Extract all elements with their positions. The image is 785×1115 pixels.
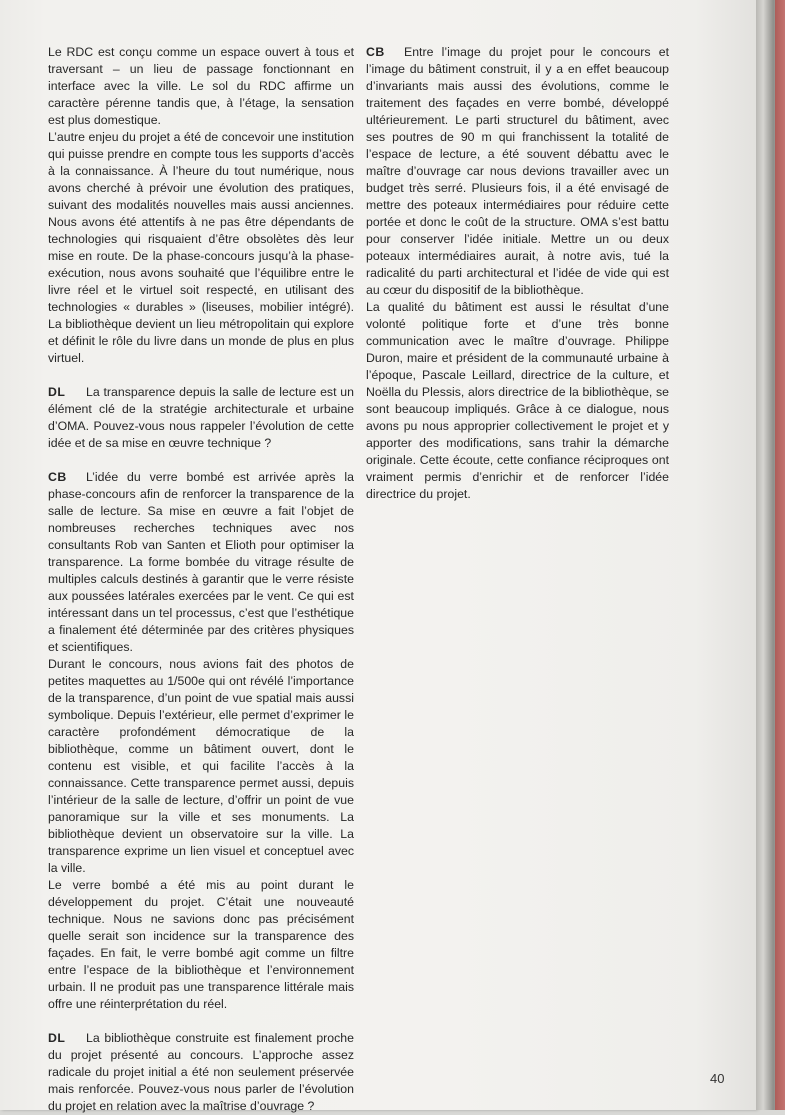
edge-stripe <box>775 0 785 1110</box>
answer-paragraph-qualite: La qualité du bâtiment est aussi le résultat d’une volonté politique forte et d’une très bonne communication avec le maître d’ouvrage. Philippe Duron, maire et président de la communauté urbaine à l’époque, Pascale Leillard, directrice de la culture, et Noëlla du Plessis, alors directrice de la bibliothèque, se sont beaucoup impliqués. Grâce à ce dialogue, nous avons pu nous approprier collectivement le projet et y apporter des modifications, sans trahir la démarche originale. Cette écoute, cette confiance réciproques ont vraiment permis d’enrichir et de renforcer l’idée directrice du projet. <box>366 300 669 501</box>
question-transparence <box>48 384 354 452</box>
answer-verre-bombe <box>48 469 354 656</box>
question-evolution <box>48 1030 354 1115</box>
answer-paragraph-concours: Durant le concours, nous avions fait des photos de petites maquettes au 1/500e qui ont révélé l’importance de la transparence, d’un point de vue spatial mais aussi symbolique. Depuis l’extérieur, elle permet d’exprimer le caractère profondément démocratique de la bibliothèque, comme un bâtiment ouvert, dont le contenu est visible, et qui facilite l’accès à la connaissance. Cette transparence permet aussi, depuis l’intérieur de la salle de lecture, d’offrir un point de vue panoramique sur la ville et ses monuments. La bibliothèque devient un observatoire sur la ville. La transparence exprime un lien visuel et conceptuel avec la ville. <box>48 657 354 875</box>
speaker-label: DL <box>48 385 66 399</box>
speaker-label: CB <box>366 45 385 59</box>
answer-paragraph-developpement: Le verre bombé a été mis au point durant le développement du projet. C’était une nouveauté technique. Nous ne savions donc pas précisément quelle serait son incidence sur la transparence des façades. En fait, le verre bombé agit comme un filtre entre l’espace de la bibliothèque et l’environnement urbain. Il ne produit pas une transparence littérale mais offre une réinterprétation du réel. <box>48 878 354 1011</box>
speaker-label: DL <box>48 1031 66 1045</box>
question-text: La transparence depuis la salle de lecture est un élément clé de la stratégie architecturale et urbaine d’OMA. Pouvez-vous nous rappeler l’évolution de cette idée et de sa mise en œuvre technique ? <box>48 385 354 450</box>
answer-text: L’idée du verre bombé est arrivée après la phase-concours afin de renforcer la transparence de la salle de lecture. Sa mise en œuvre a fait l’objet de nombreuses recherches techniques avec nos consultants Rob van Santen et Elioth pour optimiser la transparence. La forme bombée du vitrage résulte de multiples calculs destinés à garantir que le verre résiste aux poussées latérales exercées par le vent. Ce qui est intéressant dans un tel processus, c’est que l’esthétique a finalement été déterminée par des critères physiques et scientifiques. <box>48 470 354 654</box>
answer-structure <box>366 44 669 299</box>
answer-text: Entre l’image du projet pour le concours et l’image du bâtiment construit, il y a en effet beaucoup d’invariants mais aussi des évolutions, comme le traitement des façades en verre bombé, développé ultérieurement. Le parti structurel du bâtiment, avec ses poutres de 90 m qui franchissent la totalité de l’espace de lecture, a été souvent débattu avec le maître d’ouvrage car nous devions travailler avec un budget très serré. Plusieurs fois, il a été envisagé de mettre des poteaux intermédiaires pour réduire cette portée et donc le coût de la structure. OMA s’est battu pour conserver l’idée initiale. Mettre un ou deux poteaux intermédiaires aurait, à notre avis, tué la radicalité du parti architectural et l’idée de vide qui est au cœur du dispositif de la bibliothèque. <box>366 45 669 297</box>
right-column <box>366 44 669 503</box>
left-column <box>48 44 354 1115</box>
speaker-label: CB <box>48 470 67 484</box>
intro-paragraph-rdc: Le RDC est conçu comme un espace ouvert à tous et traversant – un lieu de passage fonctionnant en interface avec la ville. Le sol du RDC affirme un caractère pérenne tandis que, à l’étage, la sensation est plus domestique. <box>48 45 354 127</box>
intro-paragraph-institution: L’autre enjeu du projet a été de concevoir une institution qui puisse prendre en compte tous les supports d’accès à la connaissance. À l’heure du tout numérique, nous avons cherché à prévoir une évolution des pratiques, suivant des modalités nouvelles mais aussi anciennes. Nous avons été attentifs à ne pas être dépendants de technologies qui risquaient d’être obsolètes dès leur mise en route. De la phase-concours jusqu’à la phase-exécution, nous avons souhaité que l’équilibre entre le livre réel et le virtuel soit respecté, en utilisant des technologies « durables » (liseuses, mobilier intégré). La bibliothèque devient un lieu métropolitain qui explore et définit le rôle du livre dans un monde de plus en plus virtuel. <box>48 130 354 365</box>
question-text: La bibliothèque construite est finalement proche du projet présenté au concours. L’approche assez radicale du projet initial a été non seulement préservée mais renforcée. Pouvez-vous nous parler de l’évolution du projet en relation avec la maîtrise d’ouvrage ? <box>48 1031 354 1113</box>
book-page-edge <box>756 0 785 1110</box>
page-number: 40 <box>710 1071 725 1086</box>
